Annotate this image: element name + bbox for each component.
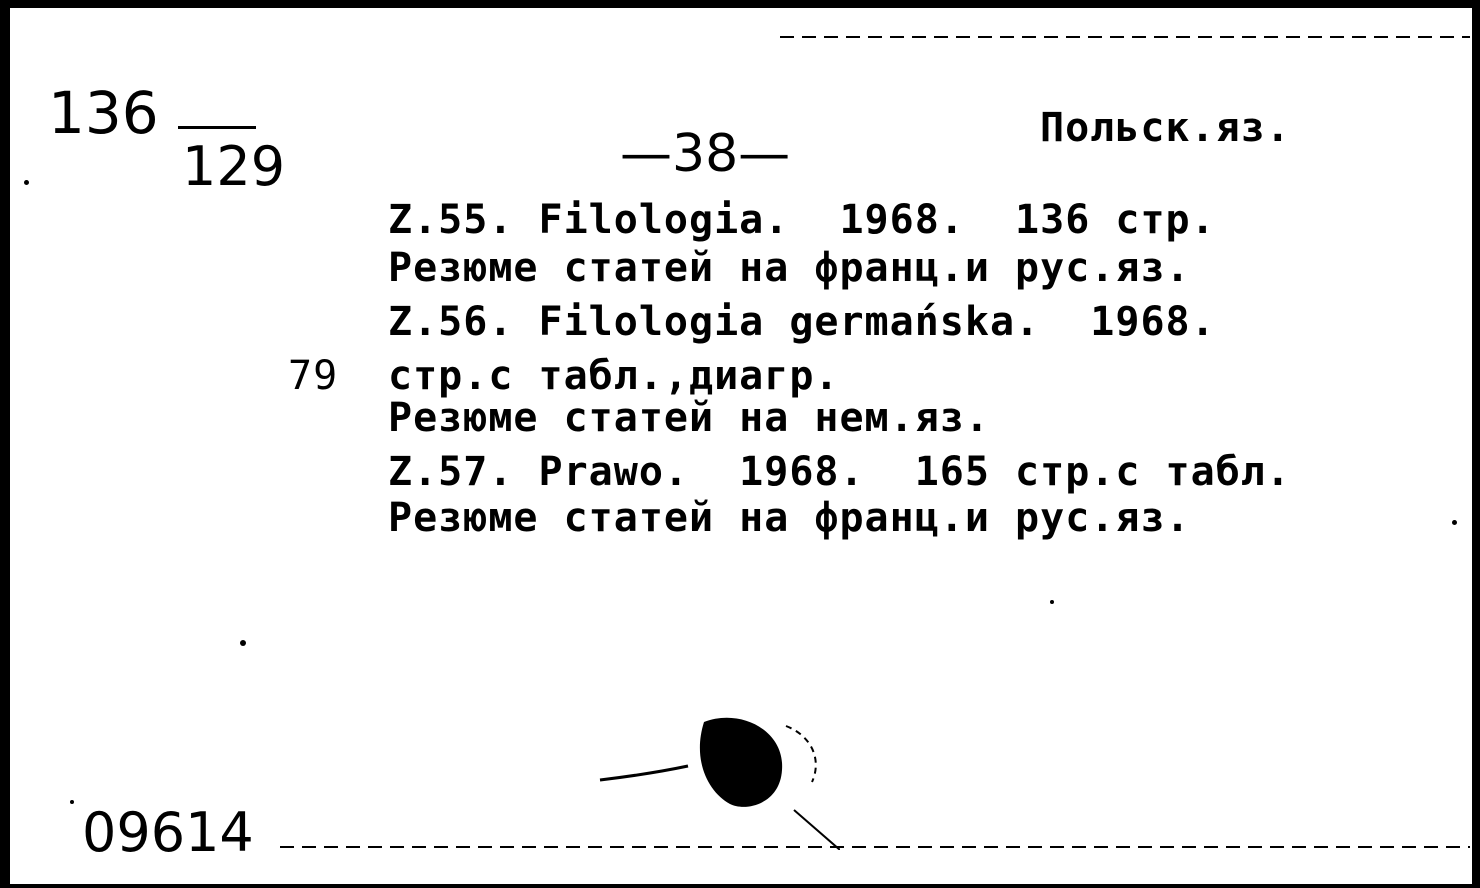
speckle — [1050, 600, 1054, 604]
call-number-fraction-bar — [178, 126, 256, 129]
speckle — [1452, 520, 1457, 525]
entry-line-6: Z.57. Prawo. 1968. 165 стр.с табл. — [388, 449, 1291, 495]
margin-number: 79 — [288, 353, 339, 399]
top-ruled-line — [780, 36, 1470, 38]
entry-line-5: Резюме статей на нем.яз. — [388, 395, 990, 441]
entry-line-3: Z.56. Filologia germańska. 1968. — [388, 299, 1216, 345]
entry-line-2: Резюме статей на франц.и рус.яз. — [388, 245, 1191, 291]
card-border-bottom — [0, 884, 1480, 888]
entry-line-4: стр.с табл.,диагр. — [388, 353, 840, 399]
card-border-left — [0, 0, 10, 888]
call-number-bottom: 129 — [182, 135, 286, 198]
language-label: Польск.яз. — [1040, 105, 1291, 151]
entry-line-7: Резюме статей на франц.и рус.яз. — [388, 495, 1191, 541]
bottom-ruled-line — [280, 846, 1470, 848]
speckle — [240, 640, 246, 646]
page-mark: —38— — [620, 124, 791, 184]
speckle — [70, 800, 74, 804]
call-number-top: 136 — [48, 79, 159, 147]
speckle — [24, 180, 29, 185]
card-border-top — [0, 0, 1480, 8]
punch-hole-icon — [580, 700, 840, 850]
card-border-right — [1472, 0, 1480, 888]
entry-line-1: Z.55. Filologia. 1968. 136 стр. — [388, 197, 1216, 243]
inventory-number: 09614 — [82, 801, 254, 864]
